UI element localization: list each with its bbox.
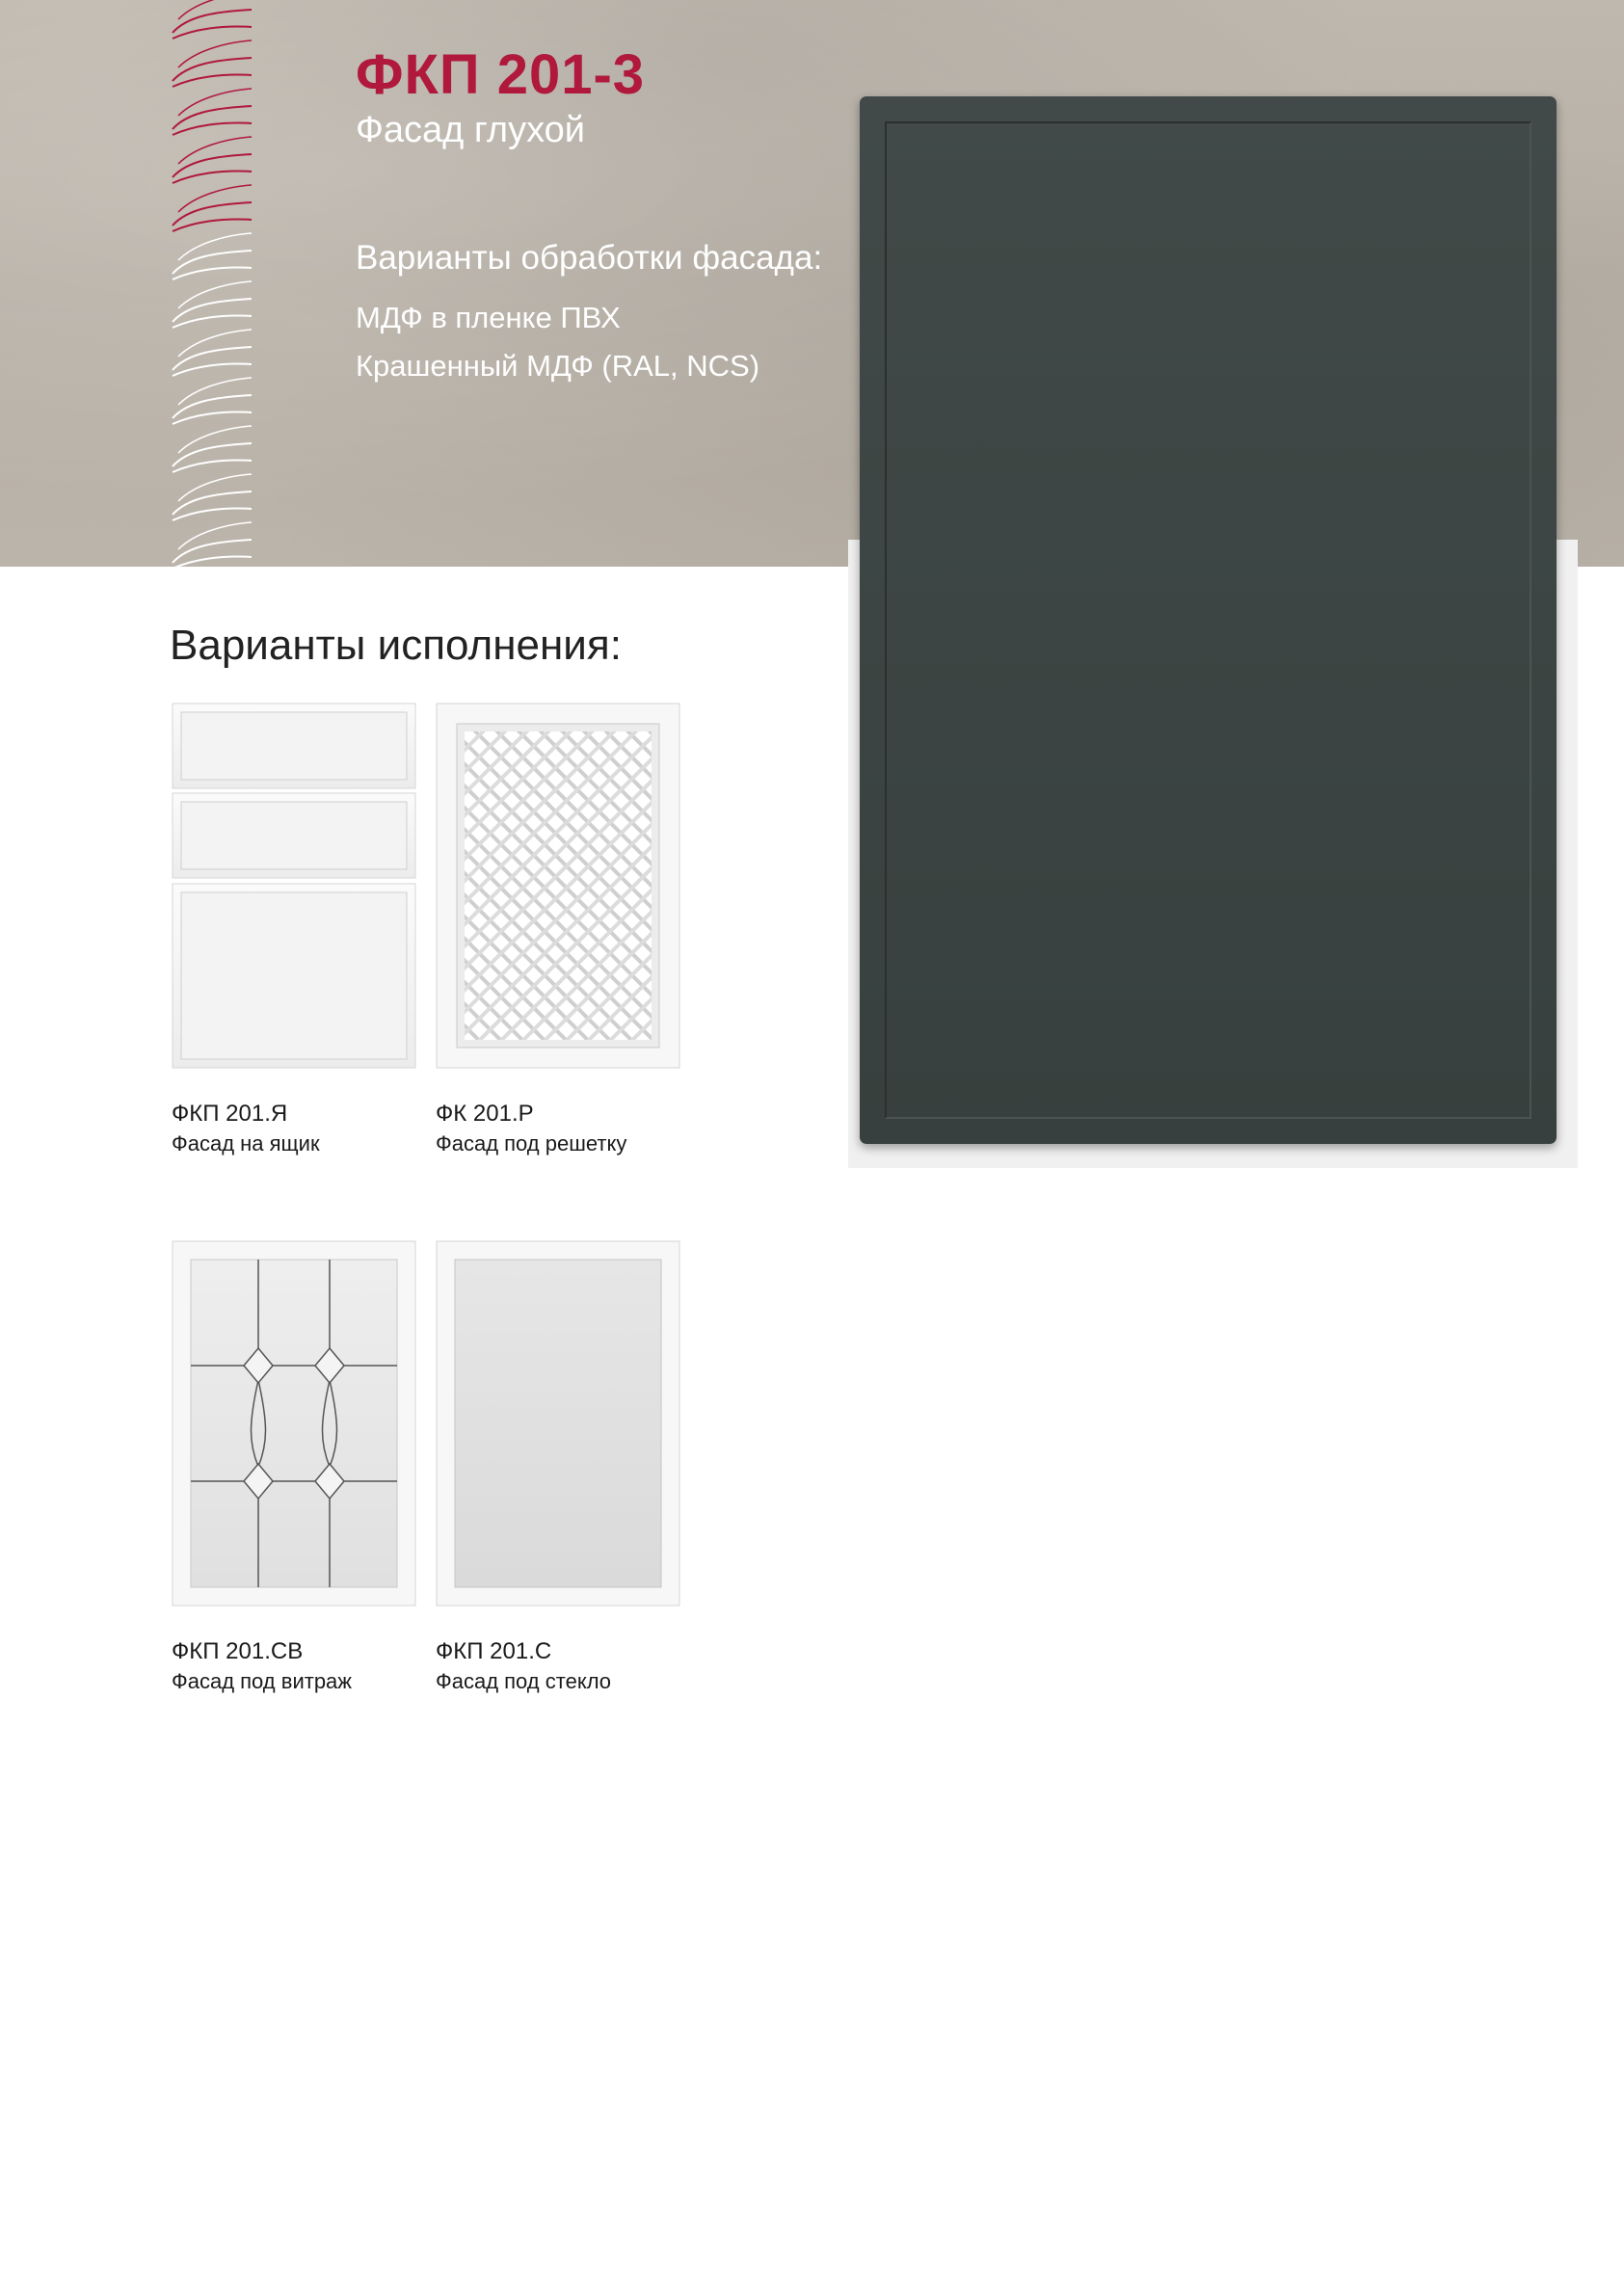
- lattice-facade-thumbnail: [436, 703, 680, 1069]
- variant-code: ФКП 201.СВ: [172, 1638, 304, 1664]
- variant-name: Фасад под решетку: [436, 1131, 627, 1155]
- processing-list: [356, 294, 759, 390]
- variant-card-lattice: [436, 703, 715, 1165]
- main-door-image: [860, 96, 1557, 1144]
- page-subtitle: Фасад глухой: [356, 110, 586, 150]
- glass-facade-thumbnail: [436, 1240, 680, 1607]
- processing-heading: Варианты обработки фасада:: [356, 239, 823, 277]
- variant-card-stained-glass: [172, 1240, 441, 1703]
- page-title: ФКП 201-3: [356, 43, 646, 106]
- variants-heading: Варианты исполнения:: [170, 622, 622, 669]
- processing-item: Крашенный МДФ (RAL, NCS): [356, 349, 760, 383]
- variant-code: ФКП 201.Я: [172, 1101, 288, 1127]
- variant-name: Фасад под стекло: [436, 1669, 612, 1693]
- variant-card-drawer: [172, 703, 441, 1165]
- variant-name: Фасад на ящик: [172, 1131, 320, 1155]
- variant-name: Фасад под витраж: [172, 1669, 352, 1693]
- leaf-ornament-icon: [169, 0, 257, 567]
- variant-code: ФКП 201.С: [436, 1638, 552, 1664]
- drawer-facade-thumbnail: [172, 703, 416, 1069]
- variant-card-glass: [436, 1240, 715, 1703]
- main-door-frame: [885, 121, 1531, 1119]
- processing-item: МДФ в пленке ПВХ: [356, 301, 621, 334]
- stained-glass-facade-thumbnail: [172, 1240, 416, 1607]
- variant-code: ФК 201.Р: [436, 1101, 534, 1127]
